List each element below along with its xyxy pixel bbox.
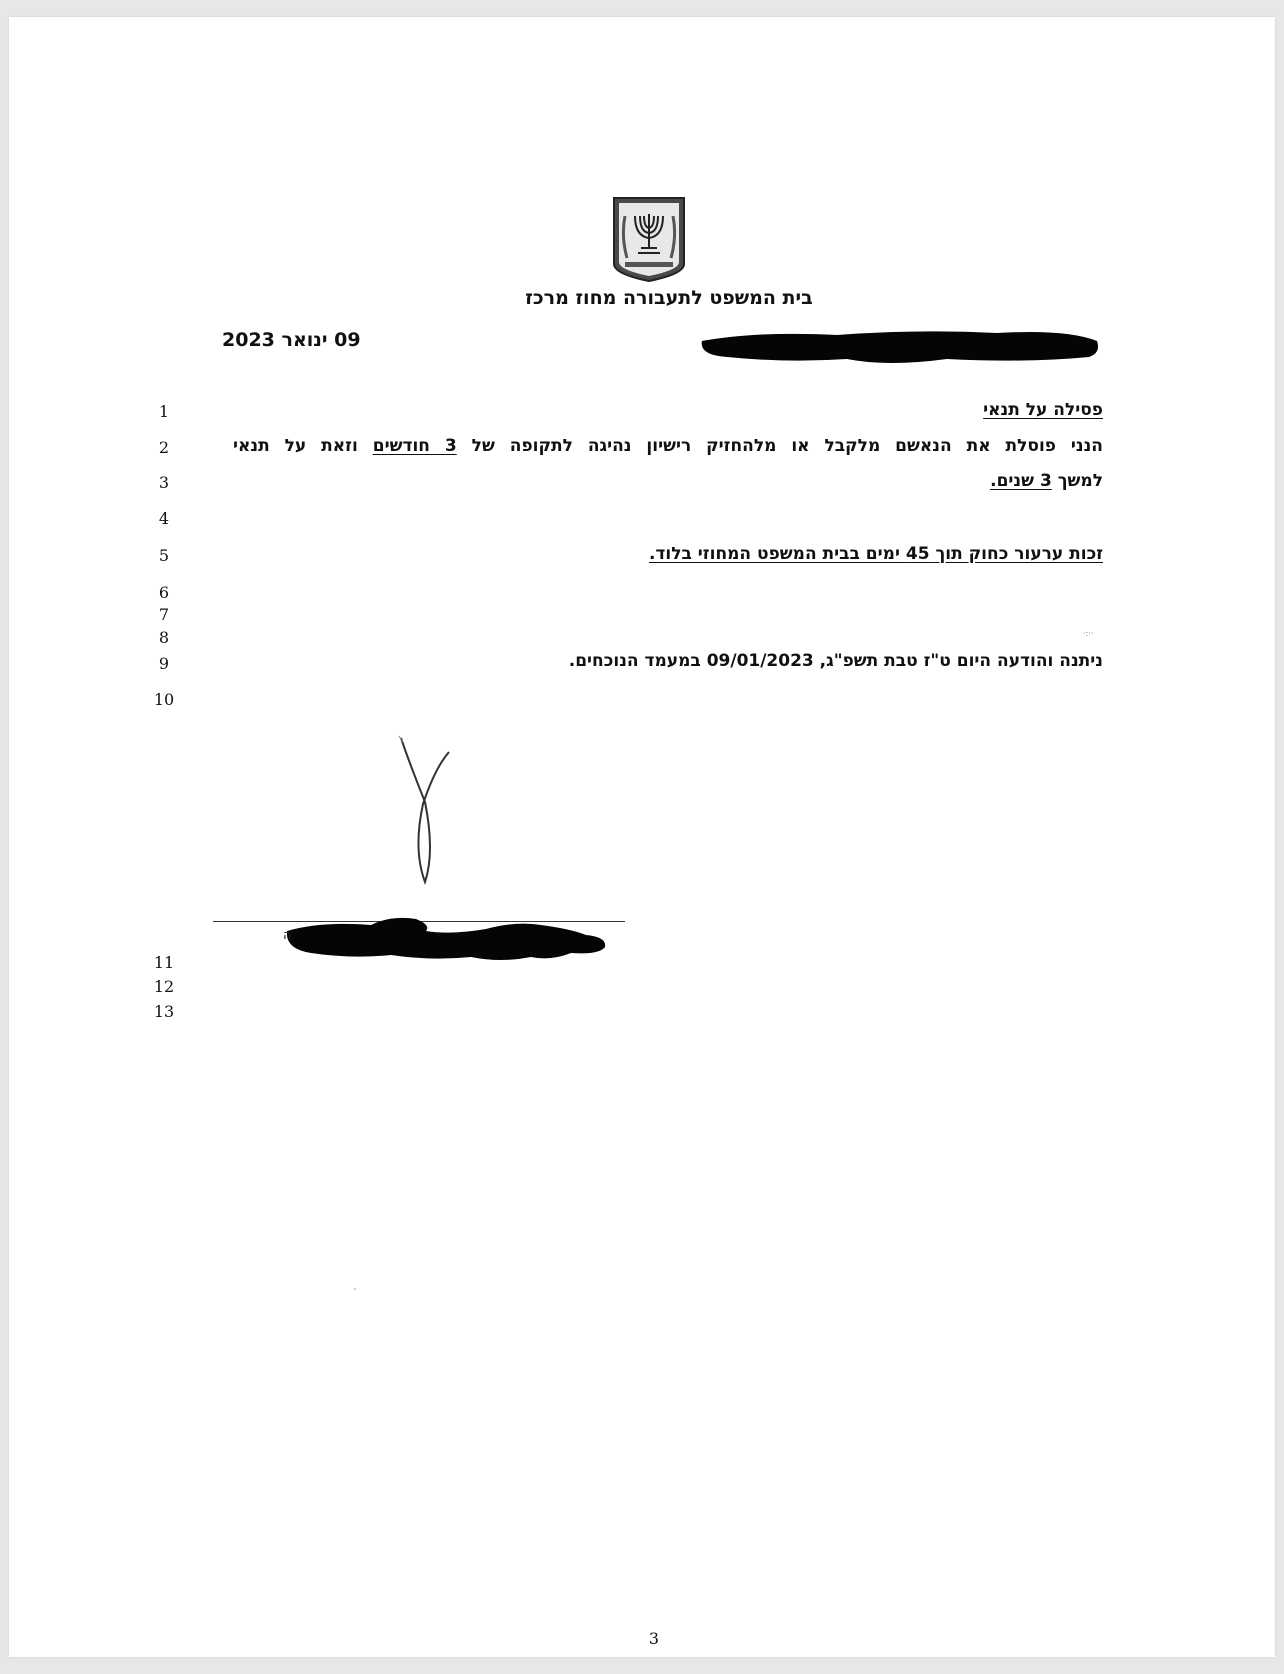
condition-period: 3 שנים. — [990, 471, 1052, 491]
line2-text-c: וזאת על תנאי — [233, 436, 373, 456]
line-number: 3 — [158, 473, 170, 492]
line-number: 10 — [153, 690, 175, 709]
line-number: 12 — [153, 977, 175, 996]
court-title: בית המשפט לתעבורה מחוז מרכז — [525, 287, 813, 309]
redaction-mark-judge-name — [281, 909, 611, 971]
line2-text-a: הנני פוסלת את הנאשם מלקבל או מלהחזיק רישיון נהיגה לתקופה של — [456, 436, 1103, 456]
appeal-rights: זכות ערעור כחוק תוך 45 ימים בבית המשפט המחוזי בלוד. — [648, 544, 1103, 564]
redaction-mark-case-details — [697, 327, 1102, 369]
line-number: 1 — [158, 402, 170, 421]
decision-text-line-3 — [990, 471, 1103, 491]
suspension-period: 3 חודשים — [372, 436, 457, 456]
line-number: 13 — [153, 1002, 175, 1021]
decision-heading: פסילה על תנאי — [983, 400, 1103, 420]
decision-text-line-2 — [233, 436, 1103, 456]
line-number: 5 — [158, 546, 170, 565]
given-statement: ניתנה והודעה היום ט"ז טבת תשפ"ג, 09/01/2023 במעמד הנוכחים. — [568, 651, 1103, 671]
line3-text-a: למשך — [1051, 471, 1103, 491]
line-number: 11 — [153, 953, 175, 972]
document-page — [9, 17, 1275, 1657]
line-number: 7 — [158, 605, 170, 624]
judge-signature — [389, 732, 464, 892]
svg-text:ה: ה — [283, 928, 292, 943]
scan-dot — [354, 1288, 356, 1290]
line-number: 4 — [158, 509, 170, 528]
line-number: 9 — [158, 654, 170, 673]
line-number: 8 — [158, 628, 170, 647]
line-number: 2 — [158, 438, 170, 457]
decision-date: 09 ינואר 2023 — [222, 329, 361, 351]
state-emblem-icon — [611, 196, 687, 283]
page-number: 3 — [648, 1629, 660, 1648]
scan-speck: ·:·· — [1083, 629, 1094, 638]
line-number: 6 — [158, 583, 170, 602]
